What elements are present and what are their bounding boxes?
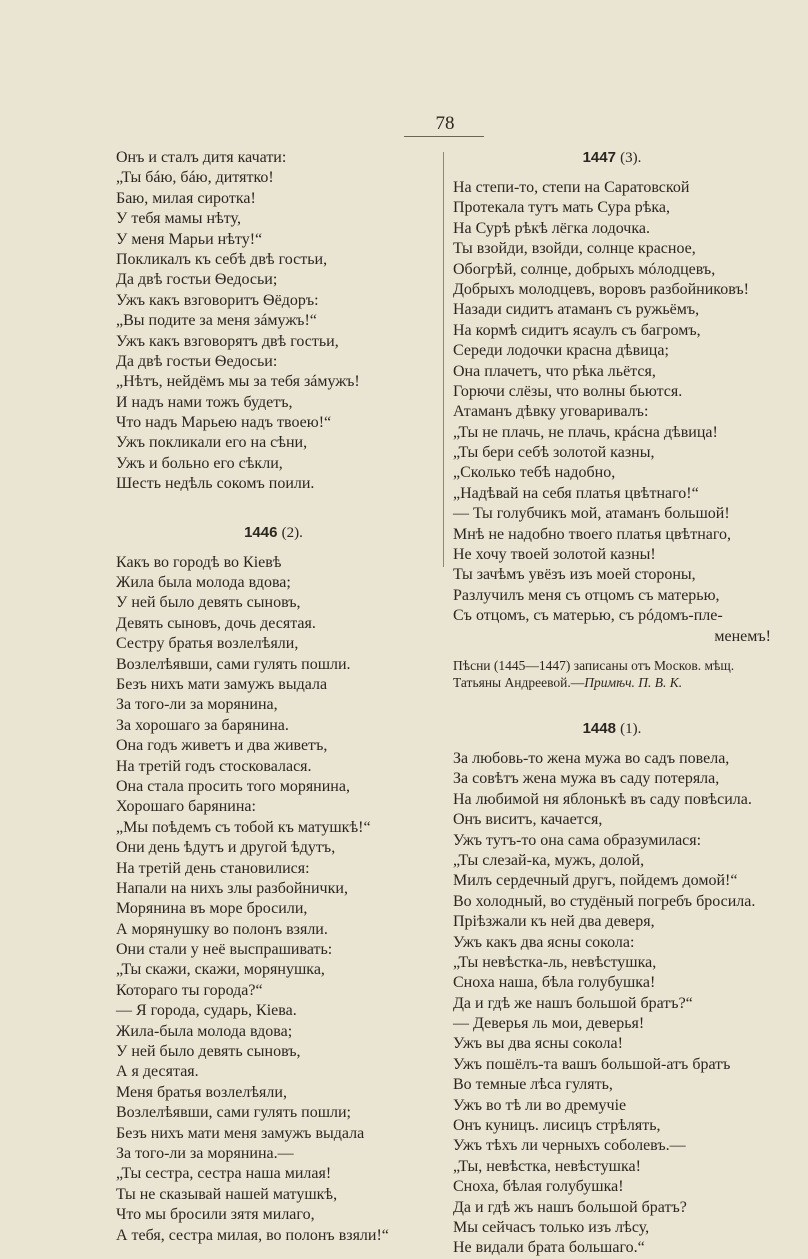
song-1447-verse (453, 178, 771, 627)
verse-line: Что надъ Марьею надъ твоею!“ (116, 414, 332, 432)
verse-line: Во темные лѣса гулять, (453, 1076, 613, 1094)
verse-line: Горючи слёзы, что волны бьются. (453, 382, 683, 400)
verse-line: За того-ли за морянина.— (116, 1144, 294, 1162)
verse-line: У меня Марьи нѣту!“ (116, 230, 263, 248)
song-number: 1446 (244, 523, 278, 541)
verse-line: Онъ и сталъ дитя качати: (116, 149, 287, 166)
verse-line: Милъ сердечный другъ, пойдемъ домой!“ (453, 872, 738, 890)
note-attribution: Примѣч. П. В. К. (584, 674, 683, 690)
verse-line: Назади сидитъ атаманъ съ ружьёмъ, (453, 301, 700, 319)
verse-line: „Вы подите за меня зáмужъ!“ (116, 312, 317, 330)
verse-line: Добрыхъ молодцевъ, воровъ разбойниковъ! (453, 280, 749, 298)
left-column (116, 148, 431, 1246)
verse-line: „Надѣвай на себя платья цвѣтнаго!“ (453, 484, 699, 502)
verse-line: — Я города, сударь, Кіева. (116, 1002, 297, 1020)
verse-line: Да двѣ гостьи Ѳедосьи; (116, 271, 278, 289)
verse-line: За того-ли за морянина, (116, 696, 278, 714)
verse-line: Они день ѣдутъ и другой ѣдутъ, (116, 839, 336, 857)
verse-line: Пріѣзжали къ ней два деверя, (453, 913, 655, 931)
verse-line: „Ты, невѣстка, невѣстушка! (453, 1157, 641, 1175)
verse-line: Ужъ пошёлъ-та вашъ большой-атъ братъ (453, 1055, 731, 1073)
verse-line: На третій годъ стосковалася. (116, 757, 312, 775)
verse-line: Возлелѣявши, сами гулять пошли. (116, 655, 351, 673)
verse-line: Во холодный, во студёный погребъ бросила. (453, 892, 756, 910)
verse-line: Ты зачѣмъ увёзъ изъ моей стороны, (453, 566, 696, 584)
verse-line: И надъ нами тожъ будетъ, (116, 393, 293, 411)
song-variant: (2). (281, 524, 303, 541)
verse-line: Котораго ты города?“ (116, 981, 263, 999)
verse-line: менемъ! (714, 627, 771, 645)
right-column (453, 148, 771, 1259)
verse-line: За совѣтъ жена мужа въ саду потеряла, (453, 770, 720, 788)
page-number: 78 (435, 113, 455, 134)
verse-line: Она стала просить того морянина, (116, 777, 350, 795)
note-text: Татьяны Андреевой.— (453, 674, 585, 690)
verse-line: Безъ нихъ мати меня замужъ выдала (116, 1124, 365, 1142)
verse-line: Протекала тутъ мать Сура рѣка, (453, 199, 671, 217)
verse-line: А морянушку во полонъ взяли. (116, 920, 328, 938)
verse-line: Ужъ тѣхъ ли черныхъ соболевъ.— (453, 1137, 686, 1155)
verse-line: Покликалъ къ себѣ двѣ гостьи, (116, 250, 328, 268)
verse-line: Что мы бросили зятя милаго, (116, 1206, 315, 1224)
verse-line: Ужъ тутъ-то она сама образумилася: (453, 831, 702, 849)
verse-line: Ты взойди, взойди, солнце красное, (453, 240, 696, 258)
note-line (453, 674, 771, 691)
verse-line: Да и гдѣ же нашъ большой братъ?“ (453, 994, 693, 1012)
verse-line: На кормѣ сидитъ ясаулъ съ багромъ, (453, 321, 701, 339)
verse-line: На степи-то, степи на Саратовской (453, 179, 690, 196)
song-number: 1448 (582, 719, 616, 737)
verse-line: Ужъ какъ два ясны сокола: (453, 933, 635, 951)
verse-line: „Ты бáю, бáю, дитятко! (116, 169, 274, 187)
verse-line: Она плачетъ, что рѣка льётся, (453, 362, 656, 380)
verse-line: Она годъ живетъ и два живетъ, (116, 737, 328, 755)
verse-line: „Нѣтъ, нейдёмъ мы за тебя зáмужъ! (116, 373, 360, 391)
verse-line: Ужъ во тѣ ли во дремучіе (453, 1096, 627, 1114)
verse-line: „Ты сестра, сестра наша милая! (116, 1165, 332, 1183)
song-1446-verse (116, 553, 431, 1246)
verse-line: На любимой ня яблонькѣ въ саду повѣсила. (453, 790, 752, 808)
verse-line: Жила была молода вдова; (116, 574, 291, 592)
verse-line: Хорошаго барянина: (116, 798, 256, 816)
verse-line: На третій день становилися: (116, 859, 310, 877)
verse-line: Морянина въ море бросили, (116, 900, 308, 918)
verse-line: Мы сейчасъ только изъ лѣсу, (453, 1218, 650, 1236)
verse-line: Не видали брата большаго.“ (453, 1239, 645, 1257)
verse-line: Атаманъ дѣвку уговаривалъ: (453, 403, 649, 421)
verse-line: А тебя, сестра милая, во полонъ взяли!“ (116, 1226, 389, 1244)
song-variant: (1). (620, 720, 642, 737)
column-divider (443, 152, 444, 567)
verse-line: За хорошаго за барянина. (116, 716, 289, 734)
verse-line: „Мы поѣдемъ съ тобой къ матушкѣ!“ (116, 818, 371, 836)
verse-line: Шесть недѣль сокомъ поили. (116, 475, 315, 493)
header-rule (404, 136, 484, 137)
verse-line: А я десятая. (116, 1063, 199, 1081)
verse-line: За любовь-то жена мужа во садъ повела, (453, 749, 730, 767)
verse-line: Ужъ вы два ясны сокола! (453, 1035, 623, 1053)
verse-line: „Ты бери себѣ золотой казны, (453, 444, 655, 462)
verse-line: Онъ куницъ. лисицъ стрѣлять, (453, 1117, 661, 1135)
intro-verse (116, 148, 431, 495)
verse-line: — Деверья ль мои, деверья! (453, 1015, 645, 1033)
verse-line: Сноха наша, бѣла голубушка! (453, 974, 656, 992)
verse-line: Жила-была молода вдова; (116, 1022, 293, 1040)
source-note (453, 657, 771, 691)
verse-line: Ужъ и больно его сѣкли, (116, 454, 283, 472)
verse-line: Ты не сказывай нашей матушкѣ, (116, 1185, 338, 1203)
song-heading-1446 (116, 523, 431, 543)
verse-line: Середи лодочки красна дѣвица; (453, 342, 669, 360)
verse-line: У ней было девять сыновъ, (116, 1043, 301, 1061)
verse-line: „Ты скажи, скажи, морянушка, (116, 961, 325, 979)
verse-line: Баю, милая сиротка! (116, 189, 256, 207)
song-variant: (3). (620, 150, 642, 166)
verse-line: Онъ виситъ, качается, (453, 811, 603, 829)
song-heading-1448 (453, 719, 771, 739)
verse-line: Безъ нихъ мати замужъ выдала (116, 675, 328, 693)
verse-line: „Ты невѣстка-ль, невѣстушка, (453, 953, 657, 971)
verse-line: Напали на нихъ злы разбойнички, (116, 879, 348, 897)
verse-line: Да двѣ гостьи Ѳедосьи: (116, 352, 278, 370)
verse-line: Да и гдѣ жъ нашъ большой братъ? (453, 1198, 687, 1216)
verse-line: Они стали у неё выспрашивать: (116, 941, 333, 959)
verse-line: Какъ во городѣ во Кіевѣ (116, 553, 282, 571)
verse-line: „Ты не плачь, не плачь, крáсна дѣвица! (453, 423, 718, 441)
verse-line: — Ты голубчикъ мой, атаманъ большой! (453, 505, 730, 523)
verse-line: Меня братья возлелѣяли, (116, 1083, 287, 1101)
verse-line: Разлучилъ меня съ отцомъ съ матерью, (453, 586, 720, 604)
song-heading-1447 (453, 148, 771, 168)
verse-line: У ней было девять сыновъ, (116, 594, 301, 612)
note-line: Пѣсни (1445—1447) записаны отъ Москов. мѣщ. (453, 657, 735, 673)
song-number: 1447 (582, 149, 616, 166)
verse-line: Мнѣ не надобно твоего платья цвѣтнаго, (453, 525, 732, 543)
verse-line: „Сколько тебѣ надобно, (453, 464, 616, 482)
song-1448-verse (453, 749, 771, 1259)
verse-line: Обогрѣй, солнце, добрыхъ мóлодцевъ, (453, 260, 716, 278)
verse-line: Ужъ какъ взговорятъ двѣ гостьи, (116, 332, 339, 350)
verse-line: Съ отцомъ, съ матерью, съ рóдомъ-пле- (453, 607, 723, 625)
verse-line: Ужъ какъ взговоритъ Ѳёдоръ: (116, 291, 319, 309)
verse-line: Сестру братья возлелѣяли, (116, 635, 299, 653)
verse-line: Девять сыновъ, дочь десятая. (116, 614, 316, 632)
verse-line: Сноха, бѣлая голубушка! (453, 1178, 624, 1196)
verse-line: Возлелѣявши, сами гулять пошли; (116, 1104, 351, 1122)
verse-line: Ужъ покликали его на сѣни, (116, 434, 308, 452)
verse-line: На Сурѣ рѣкѣ лёгка лодочка. (453, 219, 650, 237)
verse-line: Не хочу твоей золотой казны! (453, 546, 656, 564)
verse-line: „Ты слезай-ка, мужъ, долой, (453, 851, 645, 869)
verse-line: У тебя мамы нѣту, (116, 210, 241, 228)
